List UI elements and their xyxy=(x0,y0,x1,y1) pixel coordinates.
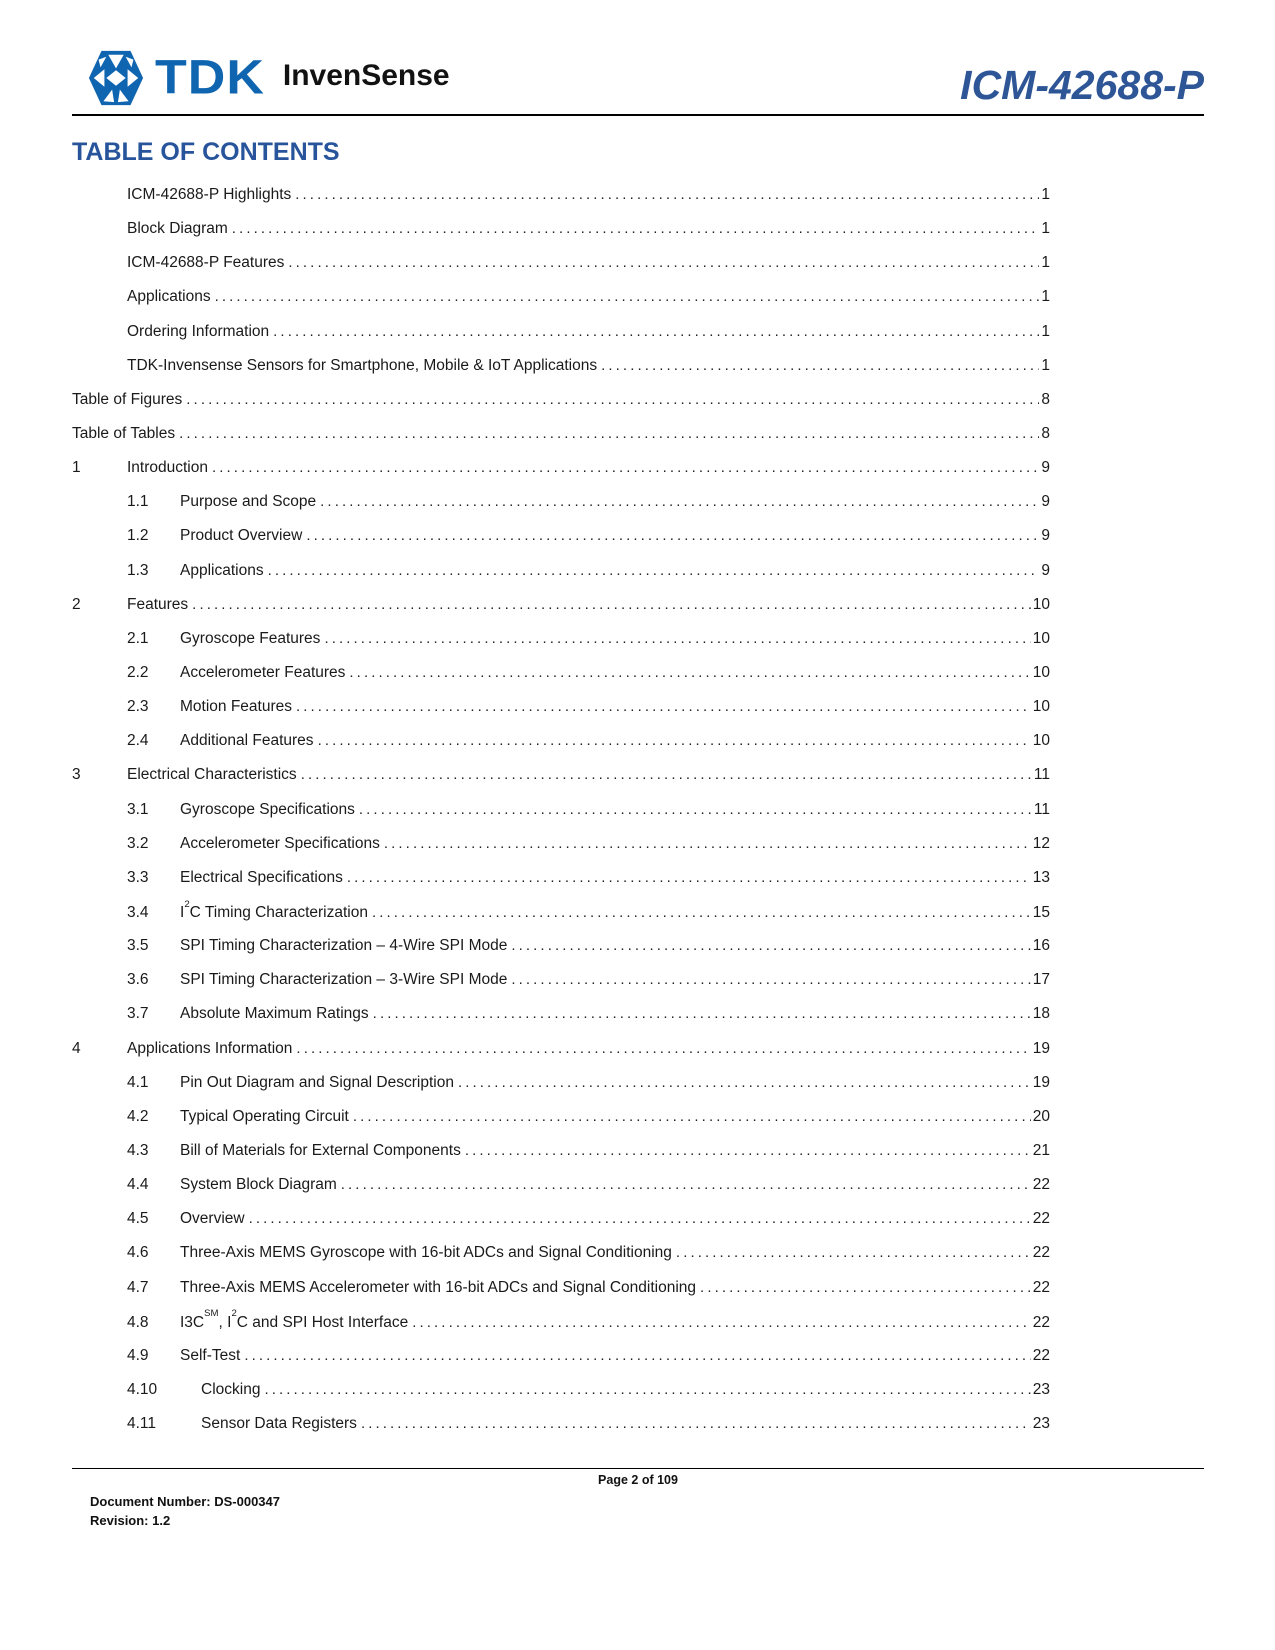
toc-entry-number: 4 xyxy=(72,1039,81,1057)
toc-entry-page: 11 xyxy=(1033,766,1050,784)
toc-entry-number: 2 xyxy=(72,595,81,613)
toc-entry[interactable] xyxy=(72,414,1050,448)
toc-entry-page: 11 xyxy=(1033,800,1050,818)
toc-entry-number: 2.1 xyxy=(127,629,149,647)
toc-entry-page: 22 xyxy=(1032,1176,1050,1194)
toc-entry[interactable] xyxy=(72,1370,1050,1404)
toc-entry-page: 8 xyxy=(1041,424,1050,442)
toc-leader-dots xyxy=(511,971,1030,989)
toc-entry[interactable] xyxy=(72,790,1050,824)
toc-leader-dots xyxy=(347,869,1031,887)
toc-entry[interactable] xyxy=(72,653,1050,687)
toc-entry-title: Self-Test xyxy=(180,1346,241,1364)
toc-leader-dots xyxy=(361,1415,1031,1433)
toc-entry-number: 3.1 xyxy=(127,800,149,818)
toc-entry-page: 10 xyxy=(1032,732,1050,750)
invensense-wordmark: InvenSense xyxy=(282,59,450,92)
toc-leader-dots xyxy=(296,1040,1030,1058)
toc-leader-dots xyxy=(232,220,1040,238)
toc-entry-page: 1 xyxy=(1041,288,1050,306)
toc-leader-dots xyxy=(359,801,1032,819)
toc-leader-dots xyxy=(296,698,1031,716)
toc-entry-title: ICM-42688-P Highlights xyxy=(127,186,292,203)
toc-leader-dots xyxy=(264,1381,1030,1399)
toc-entry-number: 2.2 xyxy=(127,663,149,681)
toc-entry-page: 1 xyxy=(1041,356,1050,374)
toc-entry-title: Additional Features xyxy=(180,732,314,750)
toc-entry-page: 20 xyxy=(1032,1107,1050,1125)
toc-entry-number: 3.7 xyxy=(127,1005,149,1023)
toc-leader-dots xyxy=(244,1347,1030,1365)
toc-entry-title: Bill of Materials for External Components xyxy=(180,1141,461,1159)
toc-entry[interactable] xyxy=(72,585,1050,619)
toc-entry-number: 3.3 xyxy=(127,868,149,886)
toc-entry-page: 19 xyxy=(1032,1073,1050,1091)
toc-entry-number: 3.4 xyxy=(127,904,149,922)
toc-leader-dots xyxy=(700,1279,1031,1297)
footer-document-number: Document Number: DS-000347 xyxy=(90,1494,280,1510)
toc-entry-title: Introduction xyxy=(127,459,208,477)
toc-entry-number: 3 xyxy=(72,766,81,784)
toc-entry[interactable] xyxy=(72,1302,1050,1336)
toc-entry-number: 3.2 xyxy=(127,834,149,852)
toc-entry-page: 10 xyxy=(1032,629,1050,647)
toc-entry-title: Table of Figures xyxy=(72,390,183,408)
toc-leader-dots xyxy=(249,1210,1031,1228)
toc-entry-number: 4.5 xyxy=(127,1210,149,1228)
toc-entry-title: Applications Information xyxy=(127,1039,293,1057)
toc-entry-title: Purpose and Scope xyxy=(180,493,317,511)
toc-entry[interactable] xyxy=(72,926,1050,960)
toc-leader-dots xyxy=(318,732,1031,750)
toc-entry-page: 9 xyxy=(1041,561,1050,579)
toc-entry-title: Applications xyxy=(180,561,264,579)
toc-entry[interactable] xyxy=(72,1404,1050,1438)
toc-entry-page: 15 xyxy=(1032,904,1050,922)
toc-entry-number: 2.4 xyxy=(127,732,149,750)
toc-entry-number: 4.9 xyxy=(127,1346,149,1364)
tdk-invensense-logo xyxy=(72,48,450,108)
toc-entry-title: Accelerometer Features xyxy=(180,663,346,681)
toc-entry-number: 4.4 xyxy=(127,1176,149,1194)
toc-leader-dots xyxy=(179,425,1039,443)
footer-revision: Revision: 1.2 xyxy=(90,1513,171,1529)
toc-entry[interactable] xyxy=(72,1336,1050,1370)
toc-section xyxy=(72,138,1204,1438)
footer-page-number: Page 2 of 109 xyxy=(598,1473,678,1488)
page-header xyxy=(72,46,1204,116)
toc-entry-title: SPI Timing Characterization – 3-Wire SPI Mode xyxy=(180,971,508,989)
toc-entry-page: 10 xyxy=(1032,663,1050,681)
toc-entry-page: 18 xyxy=(1032,1005,1050,1023)
toc-leader-dots xyxy=(384,835,1031,853)
toc-entry[interactable] xyxy=(72,824,1050,858)
toc-leader-dots xyxy=(320,493,1039,511)
toc-entry-number: 4.2 xyxy=(127,1107,149,1125)
toc-entry[interactable] xyxy=(72,312,1050,346)
toc-entry[interactable] xyxy=(72,1199,1050,1233)
toc-entry-page: 1 xyxy=(1041,220,1050,238)
toc-leader-dots xyxy=(458,1074,1031,1092)
toc-entry-page: 10 xyxy=(1032,595,1050,613)
toc-leader-dots xyxy=(192,596,1031,614)
toc-leader-dots xyxy=(353,1108,1031,1126)
toc-leader-dots xyxy=(268,562,1040,580)
toc-entry-title: ICM-42688-P Features xyxy=(127,254,285,272)
toc-list xyxy=(72,175,1050,1438)
toc-entry-number: 4.11 xyxy=(127,1415,157,1433)
toc-entry-title: Product Overview xyxy=(180,527,303,545)
toc-entry[interactable] xyxy=(72,551,1050,585)
toc-leader-dots xyxy=(372,904,1031,922)
toc-entry-number: 1.1 xyxy=(127,493,149,511)
toc-entry-page: 10 xyxy=(1032,698,1050,716)
toc-entry-title: Absolute Maximum Ratings xyxy=(180,1005,369,1023)
toc-entry[interactable] xyxy=(72,516,1050,550)
header-divider xyxy=(72,114,1204,116)
tdk-hexagon-icon xyxy=(87,48,145,108)
toc-entry[interactable] xyxy=(72,380,1050,414)
toc-leader-dots xyxy=(306,527,1039,545)
toc-entry-page: 9 xyxy=(1041,459,1050,477)
toc-leader-dots xyxy=(301,766,1032,784)
toc-entry-page: 22 xyxy=(1032,1313,1050,1331)
toc-entry-page: 12 xyxy=(1032,834,1050,852)
toc-entry-page: 1 xyxy=(1041,254,1050,272)
toc-entry-title: $I^2C$ Timing Characterization xyxy=(180,898,368,922)
toc-entry-number: 4.6 xyxy=(127,1244,149,1262)
toc-entry[interactable] xyxy=(72,1233,1050,1267)
toc-entry-number: 2.3 xyxy=(127,698,149,716)
toc-entry-page: 22 xyxy=(1032,1346,1050,1364)
toc-entry-title: Overview xyxy=(180,1210,245,1228)
toc-entry[interactable] xyxy=(72,755,1050,789)
toc-entry-title: Electrical Specifications xyxy=(180,868,343,886)
toc-entry-page: 16 xyxy=(1032,937,1050,955)
toc-entry[interactable] xyxy=(72,1097,1050,1131)
toc-entry-page: 22 xyxy=(1032,1244,1050,1262)
toc-entry[interactable] xyxy=(72,448,1050,482)
toc-entry-page: 23 xyxy=(1032,1415,1050,1433)
toc-entry-title: Block Diagram xyxy=(127,220,228,238)
toc-entry[interactable] xyxy=(72,687,1050,721)
toc-entry-page: 13 xyxy=(1032,868,1050,886)
toc-entry-page: 19 xyxy=(1032,1039,1050,1057)
toc-entry[interactable] xyxy=(72,1165,1050,1199)
toc-entry[interactable] xyxy=(72,994,1050,1028)
toc-entry-number: 1 xyxy=(72,459,81,477)
toc-leader-dots xyxy=(186,391,1039,409)
tdk-wordmark: TDK xyxy=(155,51,265,105)
toc-leader-dots xyxy=(465,1142,1031,1160)
toc-entry-title: Typical Operating Circuit xyxy=(180,1107,349,1125)
toc-entry[interactable] xyxy=(72,243,1050,277)
toc-entry-title: Three-Axis MEMS Accelerometer with 16-bit ADCs and Signal Conditioning xyxy=(180,1278,697,1296)
toc-entry-title: TDK-Invensense Sensors for Smartphone, Mobile & IoT Applications xyxy=(127,356,598,374)
toc-entry[interactable] xyxy=(72,1063,1050,1097)
toc-entry-title: Clocking xyxy=(201,1380,261,1398)
page-footer xyxy=(72,1468,1204,1531)
toc-entry[interactable] xyxy=(72,960,1050,994)
toc-entry-number: 3.5 xyxy=(127,937,149,955)
toc-entry-title: Features xyxy=(127,595,189,613)
toc-entry-title: Table of Tables xyxy=(72,424,176,442)
toc-entry-page: 9 xyxy=(1041,527,1050,545)
toc-entry-title: Gyroscope Features xyxy=(180,629,321,647)
toc-leader-dots xyxy=(349,664,1030,682)
toc-entry-number: 1.3 xyxy=(127,561,149,579)
toc-entry-number: 4.3 xyxy=(127,1141,149,1159)
toc-leader-dots xyxy=(295,186,1039,204)
toc-entry[interactable] xyxy=(72,892,1050,926)
toc-entry-number: 4.8 xyxy=(127,1313,149,1331)
toc-entry-number: 1.2 xyxy=(127,527,149,545)
toc-entry[interactable] xyxy=(72,346,1050,380)
toc-entry[interactable] xyxy=(72,482,1050,516)
toc-entry-number: 4.1 xyxy=(127,1073,149,1091)
toc-leader-dots xyxy=(511,937,1030,955)
toc-entry-page: 22 xyxy=(1032,1210,1050,1228)
toc-entry-title: Motion Features xyxy=(180,698,292,716)
toc-entry[interactable] xyxy=(72,1029,1050,1063)
toc-leader-dots xyxy=(324,630,1030,648)
toc-entry-page: 8 xyxy=(1041,390,1050,408)
toc-leader-dots xyxy=(273,323,1039,341)
toc-leader-dots xyxy=(412,1314,1031,1332)
toc-entry-page: 1 xyxy=(1041,186,1050,203)
toc-leader-dots xyxy=(676,1244,1031,1262)
toc-entry-title: Sensor Data Registers xyxy=(201,1415,357,1433)
part-number-title: ICM-42688-P xyxy=(960,62,1204,108)
toc-entry-title: Electrical Characteristics xyxy=(127,766,297,784)
toc-entry[interactable] xyxy=(72,277,1050,311)
toc-entry-page: 23 xyxy=(1032,1380,1050,1398)
toc-entry-page: 21 xyxy=(1032,1141,1050,1159)
toc-entry-title: SPI Timing Characterization – 4-Wire SPI Mode xyxy=(180,937,508,955)
toc-leader-dots xyxy=(341,1176,1031,1194)
toc-entry[interactable] xyxy=(72,721,1050,755)
toc-entry[interactable] xyxy=(72,1131,1050,1165)
toc-entry-number: 4.7 xyxy=(127,1278,149,1296)
toc-leader-dots xyxy=(288,254,1039,272)
toc-entry-page: 1 xyxy=(1041,322,1050,340)
toc-entry-title: Gyroscope Specifications xyxy=(180,800,355,818)
toc-entry[interactable] xyxy=(72,619,1050,653)
toc-entry-page: 17 xyxy=(1032,971,1050,989)
toc-leader-dots xyxy=(212,459,1039,477)
toc-entry[interactable] xyxy=(72,1268,1050,1302)
toc-entry[interactable] xyxy=(72,175,1050,209)
toc-entry-number: 4.10 xyxy=(127,1380,158,1398)
toc-entry-page: 22 xyxy=(1032,1278,1050,1296)
toc-leader-dots xyxy=(601,357,1039,375)
toc-entry-number: 3.6 xyxy=(127,971,149,989)
toc-entry-title: Three-Axis MEMS Gyroscope with 16-bit ADCs and Signal Conditioning xyxy=(180,1244,672,1262)
toc-entry-title: Applications xyxy=(127,288,211,306)
toc-entry[interactable] xyxy=(72,858,1050,892)
toc-entry[interactable] xyxy=(72,209,1050,243)
toc-entry-page: 9 xyxy=(1041,493,1050,511)
toc-entry-title: Ordering Information xyxy=(127,322,270,340)
toc-entry-title: Pin Out Diagram and Signal Description xyxy=(180,1073,454,1091)
toc-leader-dots xyxy=(215,288,1040,306)
toc-entry-title: System Block Diagram xyxy=(180,1176,337,1194)
toc-entry-title: Accelerometer Specifications xyxy=(180,834,380,852)
footer-divider xyxy=(72,1468,1204,1469)
toc-leader-dots xyxy=(373,1005,1031,1023)
toc-entry-title: I3C℠, $I^2C$ and SPI Host Interface xyxy=(180,1308,409,1331)
toc-heading: TABLE OF CONTENTS xyxy=(72,138,340,166)
